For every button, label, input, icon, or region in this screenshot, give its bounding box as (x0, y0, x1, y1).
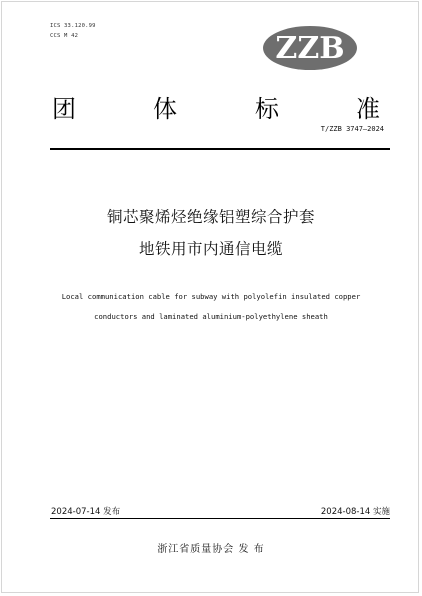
title-cn-line2: 地铁用市内通信电缆 (138, 240, 283, 258)
logo-text: ZZB (275, 31, 345, 66)
standard-type (50, 94, 385, 128)
classification-codes (50, 21, 96, 41)
title-en-line1: Local communication cable for subway with polyolefin insulated copper (61, 292, 361, 301)
publish-date: 2024-07-14 发布 (51, 507, 121, 517)
ics-code: ICS 33.120.99 (50, 23, 96, 29)
issuer: 浙江省质量协会 发 布 (157, 544, 265, 555)
implement-date: 2024-08-14 实施 (320, 507, 390, 517)
standard-number: T/ZZB 3747—2024 (320, 125, 384, 133)
footer-rule (50, 518, 390, 519)
header-rule (50, 148, 390, 150)
title-cn-line1: 铜芯聚烯烃绝缘铝塑综合护套 (106, 208, 315, 226)
ccs-code: CCS M 42 (50, 33, 79, 39)
standard-type-char: 体 (153, 95, 177, 123)
standard-type-char: 团 (52, 95, 76, 123)
title-en-line2: conductors and laminated aluminium-polyethylene sheath (94, 312, 328, 321)
standard-type-char: 标 (255, 95, 279, 123)
zzb-logo (262, 25, 380, 71)
standard-type-char: 准 (356, 95, 380, 123)
